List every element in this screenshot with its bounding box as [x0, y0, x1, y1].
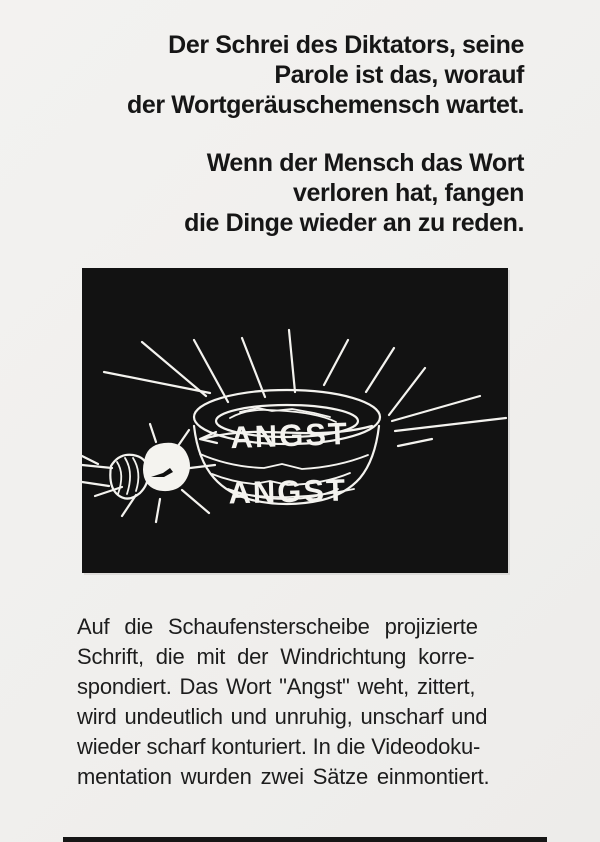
quote-1-line-1: Der Schrei des Diktators, seine: [168, 31, 524, 59]
quote-block-1: [127, 30, 524, 120]
angst-word-top: ANGST: [229, 415, 350, 456]
light-bulb: [143, 443, 190, 491]
caption-line-5: wieder scharf konturiert. In die Videodoku-: [77, 734, 481, 759]
angst-bowl-drawing: [82, 268, 508, 573]
caption-paragraph: [77, 612, 489, 792]
angst-word-bottom: ANGST: [228, 472, 348, 511]
caption-line-2: Schrift, die mit der Windrichtung korre-: [77, 644, 475, 669]
quote-2-line-3: die Dinge wieder an zu reden.: [184, 209, 524, 237]
arm-lines: [82, 456, 112, 486]
caption-line-4: wird undeutlich und unruhig, unscharf und: [77, 704, 488, 729]
quote-2-line-1: Wenn der Mensch das Wort: [206, 149, 524, 177]
quote-1-line-3: der Wortgeräuschemensch wartet.: [127, 91, 524, 119]
angst-word-top-group: [200, 416, 372, 455]
next-image-cropped-edge: [63, 837, 547, 842]
angst-word-bottom-group: [228, 472, 354, 510]
caption-line-1: Auf die Schaufensterscheibe projizierte: [77, 614, 478, 639]
caption-line-6: mentation wurden zwei Sätze einmontiert.: [77, 764, 490, 789]
caption-line-3: spondiert. Das Wort "Angst" weht, zittert,: [77, 674, 476, 699]
quote-1-line-2: Parole ist das, worauf: [274, 61, 524, 89]
quote-block-2: [184, 148, 524, 238]
quote-2-line-2: verloren hat, fangen: [293, 179, 524, 207]
video-still-illustration: [82, 268, 508, 573]
